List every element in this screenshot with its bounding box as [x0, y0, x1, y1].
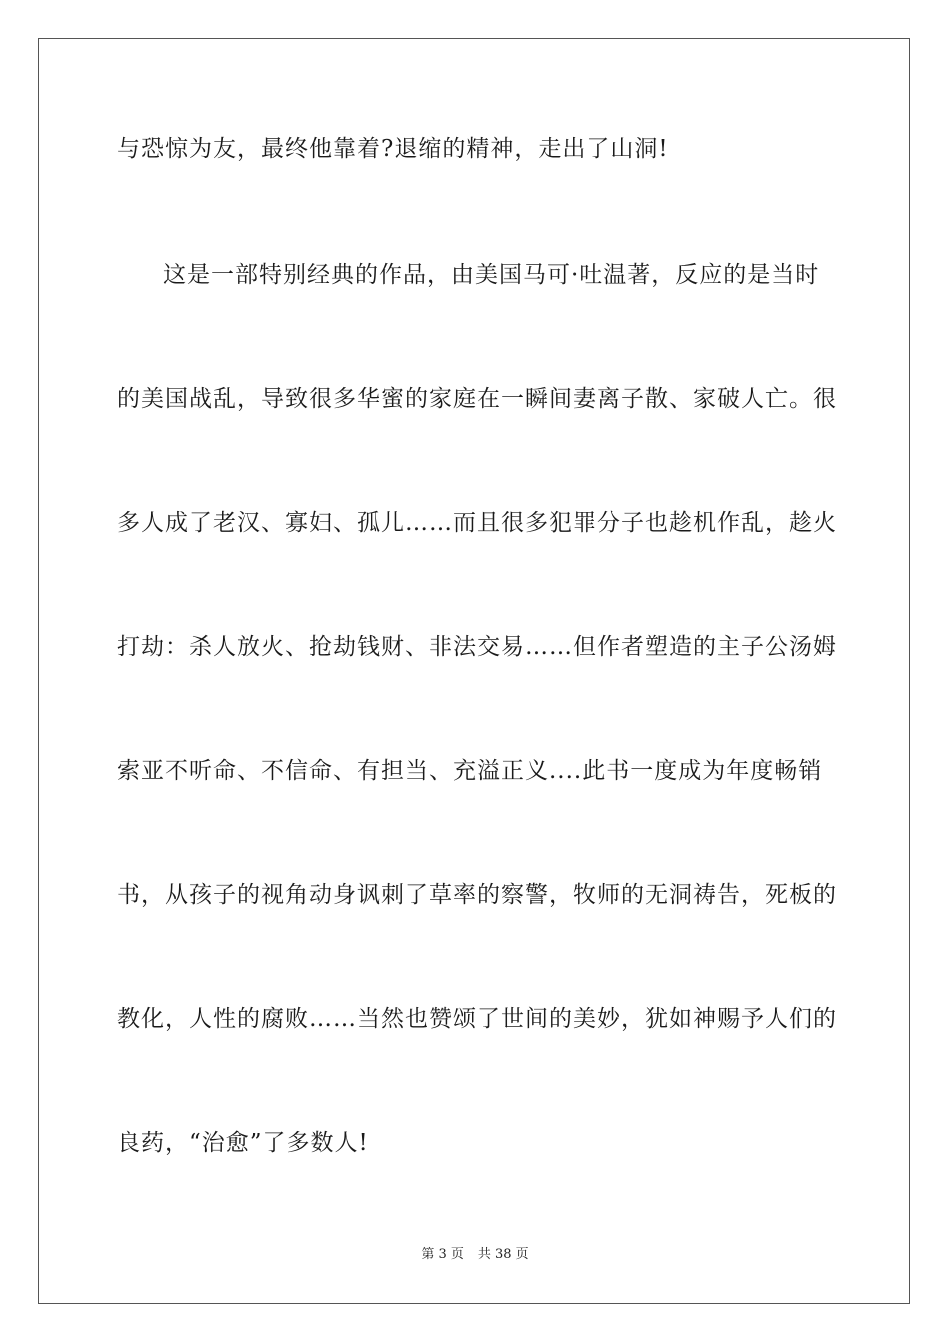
text-line: 良药，“治愈”了多数人! — [117, 1130, 369, 1156]
text-line: 与恐惊为友，最终他靠着?退缩的精神，走出了山洞! — [117, 136, 669, 162]
text-line: 索亚不听命、不信命、有担当、充溢正义....此书一度成为年度畅销 — [117, 758, 823, 784]
text-line: 书，从孩子的视角动身讽刺了草率的察警，牧师的无洞祷告，死板的 — [117, 882, 837, 908]
paragraph-first-line: 这是一部特别经典的作品，由美国马可·吐温著，反应的是当时 — [163, 262, 820, 288]
page-border — [38, 38, 910, 1304]
text-line: 多人成了老汉、寡妇、孤儿……而且很多犯罪分子也趁机作乱，趁火 — [117, 510, 837, 536]
text-line: 打劫：杀人放火、抢劫钱财、非法交易……但作者塑造的主子公汤姆 — [117, 634, 837, 660]
page-total: 共 38 页 — [477, 1247, 529, 1262]
page-number: 第 3 页 — [421, 1247, 464, 1262]
page-footer — [0, 1246, 950, 1264]
text-line: 教化，人性的腐败……当然也赞颂了世间的美妙，犹如神赐予人们的 — [117, 1006, 837, 1032]
text-line: 的美国战乱，导致很多华蜜的家庭在一瞬间妻离子散、家破人亡。很 — [117, 386, 837, 412]
